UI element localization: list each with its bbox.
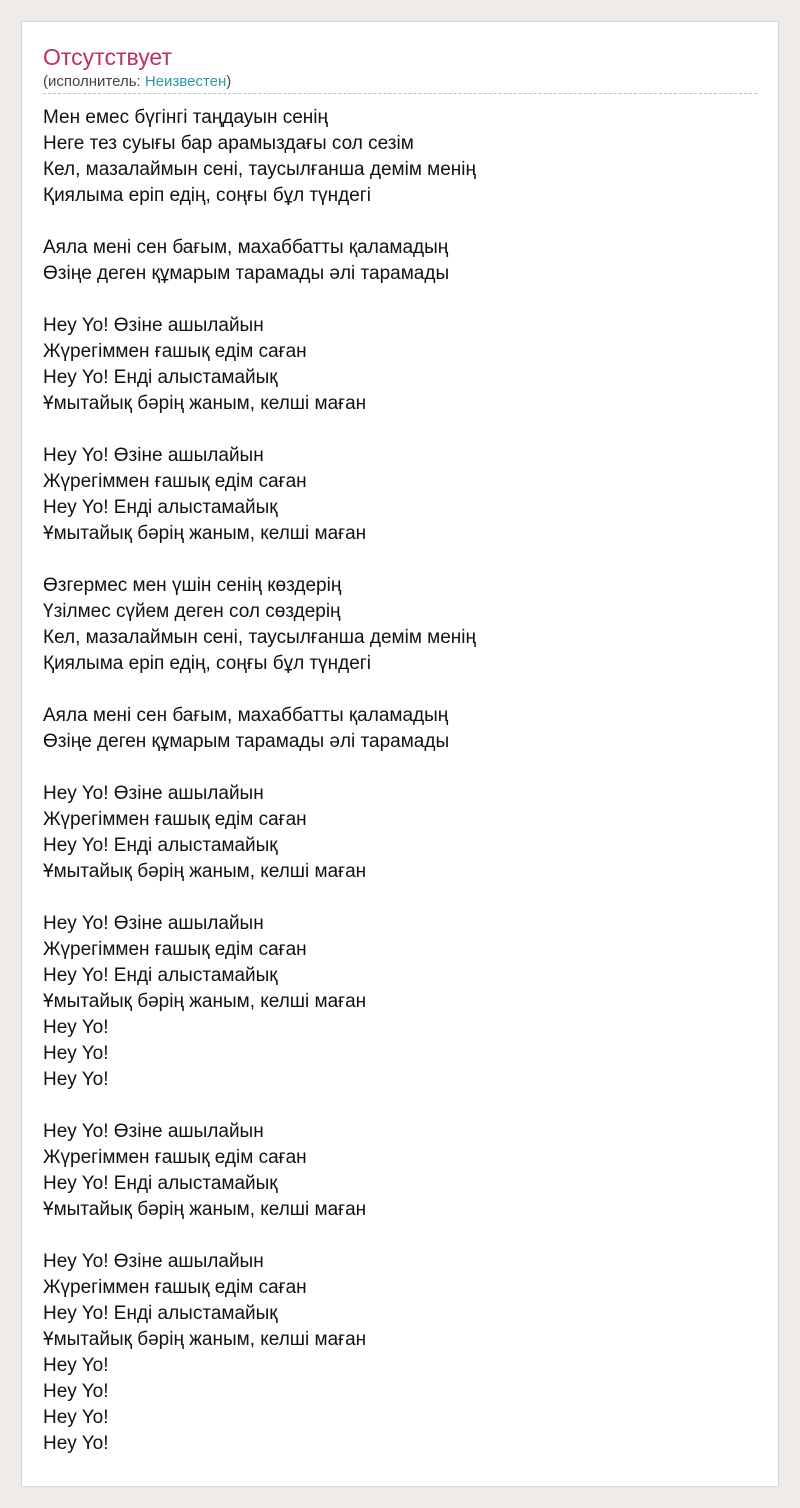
stanza-break xyxy=(43,417,759,443)
lyric-line: Жүрегіммен ғашық едім саған xyxy=(43,1147,307,1168)
lyric-line: Неге тез суығы бар арамыздағы сол сезім xyxy=(43,133,414,154)
lyric-line: Hey Yo! Енді алыстамайық xyxy=(43,965,278,986)
lyric-line: Hey Yo! Енді алыстамайық xyxy=(43,497,278,518)
lyric-line: Hey Yo! Өзіне ашылайын xyxy=(43,783,264,804)
lyric-line: Ұмытайық бәрің жаным, келші маған xyxy=(43,393,367,414)
lyric-line: Hey Yo! Өзіне ашылайын xyxy=(43,913,264,934)
lyrics-text xyxy=(43,105,759,1457)
lyric-line: Ұмытайық бәрің жаным, келші маған xyxy=(43,1329,367,1350)
stanza-break xyxy=(43,547,759,573)
lyric-line: Hey Yo! xyxy=(43,1355,109,1376)
lyric-line: Hey Yo! xyxy=(43,1433,109,1454)
lyric-line: Аяла мені сен бағым, махаббатты қаламадың xyxy=(43,705,449,726)
stanza-break xyxy=(43,677,759,703)
artist-link[interactable]: Неизвестен xyxy=(144,73,227,90)
lyric-line: Өзіңе деген құмарым тарамады әлі тарамады xyxy=(43,731,450,752)
lyric-line: Жүрегіммен ғашық едім саған xyxy=(43,471,307,492)
lyric-line: Hey Yo! Енді алыстамайық xyxy=(43,835,278,856)
lyric-line: Аяла мені сен бағым, махаббатты қаламадың xyxy=(43,237,449,258)
lyric-line: Ұмытайық бәрің жаным, келші маған xyxy=(43,861,367,882)
lyric-line: Ұмытайық бәрің жаным, келші маған xyxy=(43,523,367,544)
lyric-line: Өзіңе деген құмарым тарамады әлі тарамады xyxy=(43,263,450,284)
lyric-line: Hey Yo! Өзіне ашылайын xyxy=(43,1121,264,1142)
stanza-break xyxy=(43,885,759,911)
stanza-break xyxy=(43,209,759,235)
lyric-line: Мен емес бүгінгі таңдауын сенің xyxy=(43,107,328,128)
stanza-break xyxy=(43,1223,759,1249)
title-divider xyxy=(43,93,757,94)
lyric-line: Hey Yo! xyxy=(43,1017,109,1038)
song-title: Отсутствует xyxy=(43,44,172,70)
lyric-line: Жүрегіммен ғашық едім саған xyxy=(43,341,307,362)
artist-suffix: ) xyxy=(226,73,232,90)
lyric-line: Hey Yo! xyxy=(43,1381,109,1402)
lyric-line: Үзілмес сүйем деген сол сөздерің xyxy=(43,601,341,622)
lyric-line: Қиялыма еріп едің, соңғы бұл түндегі xyxy=(43,653,371,674)
lyric-line: Hey Yo! Енді алыстамайық xyxy=(43,367,278,388)
lyric-line: Hey Yo! xyxy=(43,1407,109,1428)
lyric-line: Өзгермес мен үшін сенің көздерің xyxy=(43,575,342,596)
artist-line xyxy=(43,72,231,92)
stanza-break xyxy=(43,755,759,781)
lyric-line: Кел, мазалаймын сені, таусылғанша демім менің xyxy=(43,627,477,648)
artist-prefix: (исполнитель: xyxy=(43,73,145,90)
lyric-line: Hey Yo! Өзіне ашылайын xyxy=(43,315,264,336)
lyric-line: Hey Yo! Өзіне ашылайын xyxy=(43,1251,264,1272)
lyric-line: Жүрегіммен ғашық едім саған xyxy=(43,939,307,960)
lyrics-card xyxy=(21,21,779,1487)
lyric-line: Hey Yo! xyxy=(43,1043,109,1064)
lyric-line: Кел, мазалаймын сені, таусылғанша демім менің xyxy=(43,159,477,180)
lyric-line: Жүрегіммен ғашық едім саған xyxy=(43,1277,307,1298)
lyric-line: Қиялыма еріп едің, соңғы бұл түндегі xyxy=(43,185,371,206)
lyric-line: Hey Yo! Енді алыстамайық xyxy=(43,1173,278,1194)
lyric-line: Hey Yo! Өзіне ашылайын xyxy=(43,445,264,466)
lyric-line: Hey Yo! Енді алыстамайық xyxy=(43,1303,278,1324)
stanza-break xyxy=(43,287,759,313)
lyric-line: Жүрегіммен ғашық едім саған xyxy=(43,809,307,830)
lyric-line: Hey Yo! xyxy=(43,1069,109,1090)
lyric-line: Ұмытайық бәрің жаным, келші маған xyxy=(43,1199,367,1220)
lyric-line: Ұмытайық бәрің жаным, келші маған xyxy=(43,991,367,1012)
stanza-break xyxy=(43,1093,759,1119)
